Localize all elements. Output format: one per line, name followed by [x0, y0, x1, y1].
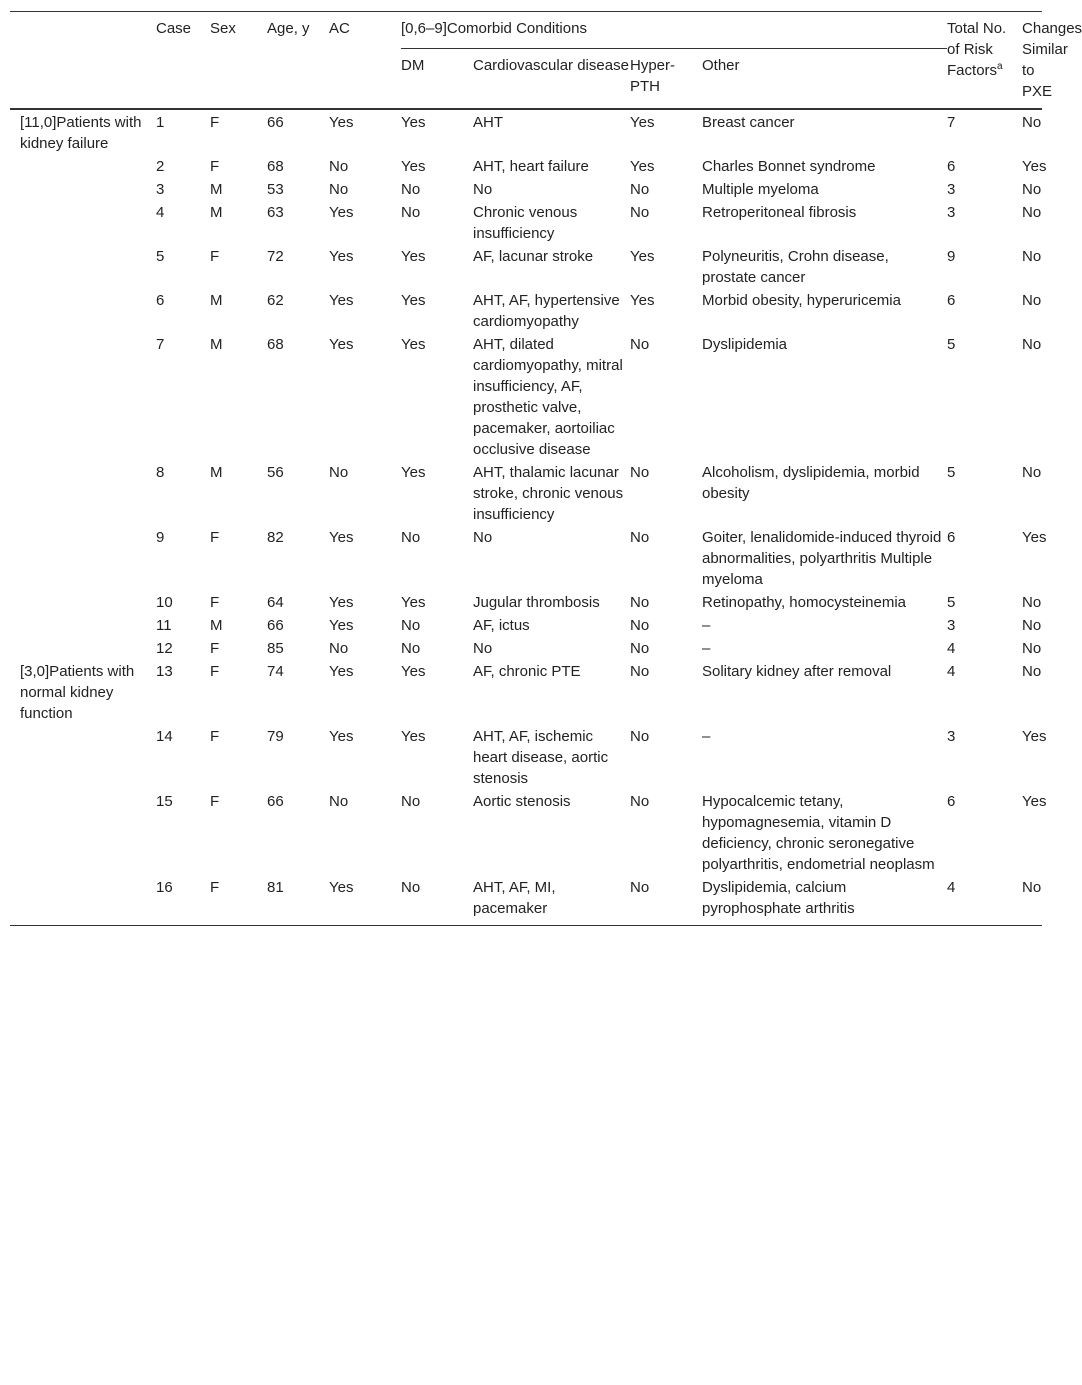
cell-total: 5: [947, 594, 956, 611]
cell-case: 13: [156, 663, 173, 680]
cell-other: Hypocalcemic tetany, hypomagnesemia, vitamin D deficiency, chronic seronegative polyarthritis, endometrial neoplasm: [702, 793, 935, 873]
cell-case: 7: [156, 336, 165, 353]
header-other: Other: [702, 57, 740, 75]
group-label-normal-kidney: [3,0]Patients with normal kidney function: [20, 663, 135, 722]
cell-other: Charles Bonnet syndrome: [702, 158, 876, 175]
cell-case: 3: [156, 181, 165, 198]
cell-age: 74: [267, 663, 284, 680]
cell-total: 3: [947, 617, 956, 634]
cell-changes: No: [1022, 248, 1042, 265]
cell-sex: F: [210, 728, 220, 745]
group-label-empty: [10, 462, 148, 527]
cell-ac: No: [329, 181, 349, 198]
cell-sex: F: [210, 529, 220, 546]
cell-cardio: AHT, heart failure: [473, 158, 589, 175]
header-total-label: Total No. of Risk Factors: [947, 20, 1007, 79]
cell-ac: No: [329, 464, 349, 481]
table-header: [10, 12, 1082, 110]
comorbidity-table-container: [10, 11, 1082, 926]
cell-case: 15: [156, 793, 173, 810]
cell-case: 10: [156, 594, 173, 611]
cell-hyperpth: No: [630, 793, 650, 810]
cell-total: 9: [947, 248, 956, 265]
group-label-empty: [10, 334, 148, 462]
cell-case: 5: [156, 248, 165, 265]
table-row: [10, 202, 1042, 246]
cell-hyperpth: Yes: [630, 248, 655, 265]
header-sex: Sex: [210, 20, 236, 37]
cell-sex: M: [210, 181, 223, 198]
cell-changes: No: [1022, 204, 1042, 221]
cell-changes: Yes: [1022, 728, 1047, 745]
cell-other: –: [702, 728, 711, 745]
cell-hyperpth: No: [630, 529, 650, 546]
cell-ac: Yes: [329, 617, 354, 634]
cell-sex: M: [210, 336, 223, 353]
cell-sex: M: [210, 617, 223, 634]
cell-sex: F: [210, 158, 220, 175]
cell-ac: Yes: [329, 879, 354, 896]
table-row: [10, 592, 1042, 615]
cell-sex: F: [210, 879, 220, 896]
header-changes-pxe: Changes Similar to PXE: [1022, 20, 1082, 100]
cell-changes: No: [1022, 879, 1042, 896]
cell-total: 6: [947, 529, 956, 546]
cell-cardio: No: [473, 529, 493, 546]
cell-age: 72: [267, 248, 284, 265]
cell-age: 63: [267, 204, 284, 221]
cell-changes: Yes: [1022, 158, 1047, 175]
table-row: [10, 290, 1042, 334]
cell-case: 11: [156, 617, 172, 634]
cell-ac: Yes: [329, 594, 354, 611]
cell-case: 8: [156, 464, 165, 481]
cell-case: 6: [156, 292, 165, 309]
cell-dm: No: [401, 793, 421, 810]
cell-changes: No: [1022, 617, 1042, 634]
cell-hyperpth: No: [630, 617, 650, 634]
cell-total: 6: [947, 292, 956, 309]
cell-sex: F: [210, 248, 220, 265]
cell-total: 3: [947, 181, 956, 198]
cell-age: 68: [267, 336, 284, 353]
table-row: [10, 179, 1042, 202]
table-row: [10, 661, 1042, 726]
cell-other: Dyslipidemia, calcium pyrophosphate arthritis: [702, 879, 855, 917]
table-row: [10, 877, 1042, 926]
cell-ac: No: [329, 640, 349, 657]
cell-age: 62: [267, 292, 284, 309]
group-label-empty: [10, 246, 148, 290]
cell-ac: Yes: [329, 248, 354, 265]
cell-ac: No: [329, 158, 349, 175]
cell-other: –: [702, 640, 711, 657]
cell-cardio: Aortic stenosis: [473, 793, 571, 810]
cell-hyperpth: No: [630, 204, 650, 221]
cell-hyperpth: No: [630, 181, 650, 198]
header-group-blank: [10, 12, 148, 110]
cell-total: 3: [947, 728, 956, 745]
cell-hyperpth: Yes: [630, 292, 655, 309]
cell-cardio: AF, ictus: [473, 617, 530, 634]
cell-dm: Yes: [401, 158, 426, 175]
header-case: Case: [156, 20, 192, 37]
cell-age: 53: [267, 181, 284, 198]
cell-dm: Yes: [401, 336, 426, 353]
group-label-empty: [10, 527, 148, 592]
header-comorbid-conditions: [401, 12, 947, 49]
cell-dm: Yes: [401, 114, 426, 131]
cell-age: 66: [267, 793, 284, 810]
cell-changes: No: [1022, 336, 1042, 353]
group-label-empty: [10, 791, 148, 877]
cell-hyperpth: No: [630, 663, 650, 680]
cell-dm: Yes: [401, 594, 426, 611]
cell-changes: Yes: [1022, 529, 1047, 546]
cell-dm: No: [401, 181, 421, 198]
cell-dm: Yes: [401, 292, 426, 309]
cell-changes: No: [1022, 594, 1042, 611]
comorbidity-table: [10, 11, 1082, 926]
cell-dm: No: [401, 640, 421, 657]
cell-ac: Yes: [329, 204, 354, 221]
cell-cardio: AF, chronic PTE: [473, 663, 581, 680]
cell-cardio: AHT, thalamic lacunar stroke, chronic venous insufficiency: [473, 464, 624, 523]
cell-sex: F: [210, 114, 220, 131]
cell-cardio: No: [473, 640, 493, 657]
cell-dm: Yes: [401, 248, 426, 265]
table-body: [10, 109, 1047, 926]
cell-changes: No: [1022, 640, 1042, 657]
cell-dm: No: [401, 617, 421, 634]
table-row: [10, 334, 1042, 462]
header-hyperpth: Hyper-PTH: [630, 57, 676, 96]
cell-sex: F: [210, 640, 220, 657]
cell-age: 79: [267, 728, 284, 745]
cell-cardio: Chronic venous insufficiency: [473, 204, 578, 242]
cell-ac: Yes: [329, 114, 354, 131]
cell-dm: No: [401, 529, 421, 546]
header-ac: AC: [329, 20, 350, 37]
cell-total: 6: [947, 158, 956, 175]
cell-dm: Yes: [401, 464, 426, 481]
cell-other: Polyneuritis, Crohn disease, prostate cancer: [702, 248, 889, 286]
table-row: [10, 638, 1042, 661]
cell-other: Multiple myeloma: [702, 181, 819, 198]
cell-dm: No: [401, 879, 421, 896]
cell-other: Morbid obesity, hyperuricemia: [702, 292, 901, 309]
cell-case: 16: [156, 879, 173, 896]
cell-ac: Yes: [329, 336, 354, 353]
table-row: [10, 726, 1042, 791]
cell-sex: M: [210, 204, 223, 221]
group-label-empty: [10, 179, 148, 202]
header-comorbid-label: [0,6–9]Comorbid Conditions: [401, 20, 587, 37]
cell-hyperpth: No: [630, 594, 650, 611]
cell-cardio: AF, lacunar stroke: [473, 248, 594, 265]
table-row: [10, 462, 1042, 527]
table-row: [10, 615, 1042, 638]
group-label-empty: [10, 592, 148, 615]
cell-changes: No: [1022, 114, 1042, 131]
cell-other: Retroperitoneal fibrosis: [702, 204, 857, 221]
group-label-empty: [10, 290, 148, 334]
cell-case: 2: [156, 158, 165, 175]
cell-dm: Yes: [401, 663, 426, 680]
cell-sex: F: [210, 594, 220, 611]
cell-age: 68: [267, 158, 284, 175]
group-label-empty: [10, 615, 148, 638]
header-cardiovascular: Cardiovascular disease: [473, 57, 629, 75]
footnote-marker: a: [997, 61, 1003, 72]
header-total-risk-factors: [947, 12, 1022, 110]
cell-dm: No: [401, 204, 421, 221]
cell-total: 7: [947, 114, 956, 131]
cell-changes: No: [1022, 464, 1042, 481]
cell-cardio: AHT, dilated cardiomyopathy, mitral insufficiency, AF, prosthetic valve, pacemaker, aortoiliac occlusive disease: [473, 336, 623, 458]
cell-case: 12: [156, 640, 173, 657]
cell-hyperpth: No: [630, 728, 650, 745]
group-label-empty: [10, 877, 148, 926]
cell-age: 66: [267, 617, 284, 634]
cell-cardio: AHT, AF, MI, pacemaker: [473, 879, 556, 917]
cell-cardio: AHT: [473, 114, 503, 131]
cell-hyperpth: No: [630, 336, 650, 353]
cell-changes: No: [1022, 663, 1042, 680]
cell-sex: M: [210, 464, 223, 481]
cell-other: Dyslipidemia: [702, 336, 788, 353]
cell-age: 85: [267, 640, 284, 657]
cell-total: 5: [947, 336, 956, 353]
cell-other: Retinopathy, homocysteinemia: [702, 594, 906, 611]
cell-ac: Yes: [329, 728, 354, 745]
cell-ac: Yes: [329, 529, 354, 546]
cell-cardio: AHT, AF, hypertensive cardiomyopathy: [473, 292, 620, 330]
cell-total: 6: [947, 793, 956, 810]
cell-sex: F: [210, 663, 220, 680]
cell-hyperpth: No: [630, 640, 650, 657]
cell-cardio: Jugular thrombosis: [473, 594, 600, 611]
table-row: [10, 156, 1042, 179]
cell-case: 14: [156, 728, 173, 745]
cell-case: 1: [156, 114, 165, 131]
cell-hyperpth: No: [630, 464, 650, 481]
cell-dm: Yes: [401, 728, 426, 745]
header-dm: DM: [401, 57, 425, 75]
group-label-empty: [10, 156, 148, 179]
cell-age: 66: [267, 114, 284, 131]
cell-total: 4: [947, 640, 956, 657]
cell-total: 4: [947, 879, 956, 896]
cell-changes: No: [1022, 181, 1042, 198]
header-age: Age, y: [267, 20, 310, 37]
cell-cardio: AHT, AF, ischemic heart disease, aortic stenosis: [473, 728, 609, 787]
cell-ac: No: [329, 793, 349, 810]
cell-age: 82: [267, 529, 284, 546]
cell-ac: Yes: [329, 292, 354, 309]
cell-other: –: [702, 617, 711, 634]
cell-cardio: No: [473, 181, 493, 198]
cell-changes: No: [1022, 292, 1042, 309]
cell-hyperpth: Yes: [630, 158, 655, 175]
cell-hyperpth: No: [630, 879, 650, 896]
cell-sex: F: [210, 793, 220, 810]
cell-changes: Yes: [1022, 793, 1047, 810]
cell-total: 5: [947, 464, 956, 481]
group-label-empty: [10, 638, 148, 661]
cell-ac: Yes: [329, 663, 354, 680]
table-row: [10, 791, 1042, 877]
cell-total: 3: [947, 204, 956, 221]
group-label-empty: [10, 202, 148, 246]
cell-sex: M: [210, 292, 223, 309]
group-label-kidney-failure: [11,0]Patients with kidney failure: [20, 114, 142, 152]
table-row: [10, 109, 1042, 156]
cell-case: 4: [156, 204, 165, 221]
cell-age: 64: [267, 594, 284, 611]
cell-other: Breast cancer: [702, 114, 795, 131]
cell-other: Goiter, lenalidomide-induced thyroid abnormalities, polyarthritis Multiple myeloma: [702, 529, 942, 588]
table-row: [10, 527, 1042, 592]
table-row: [10, 246, 1042, 290]
cell-total: 4: [947, 663, 956, 680]
cell-case: 9: [156, 529, 165, 546]
cell-hyperpth: Yes: [630, 114, 655, 131]
cell-other: Solitary kidney after removal: [702, 663, 892, 680]
group-label-empty: [10, 726, 148, 791]
cell-age: 56: [267, 464, 284, 481]
cell-age: 81: [267, 879, 284, 896]
cell-other: Alcoholism, dyslipidemia, morbid obesity: [702, 464, 920, 502]
